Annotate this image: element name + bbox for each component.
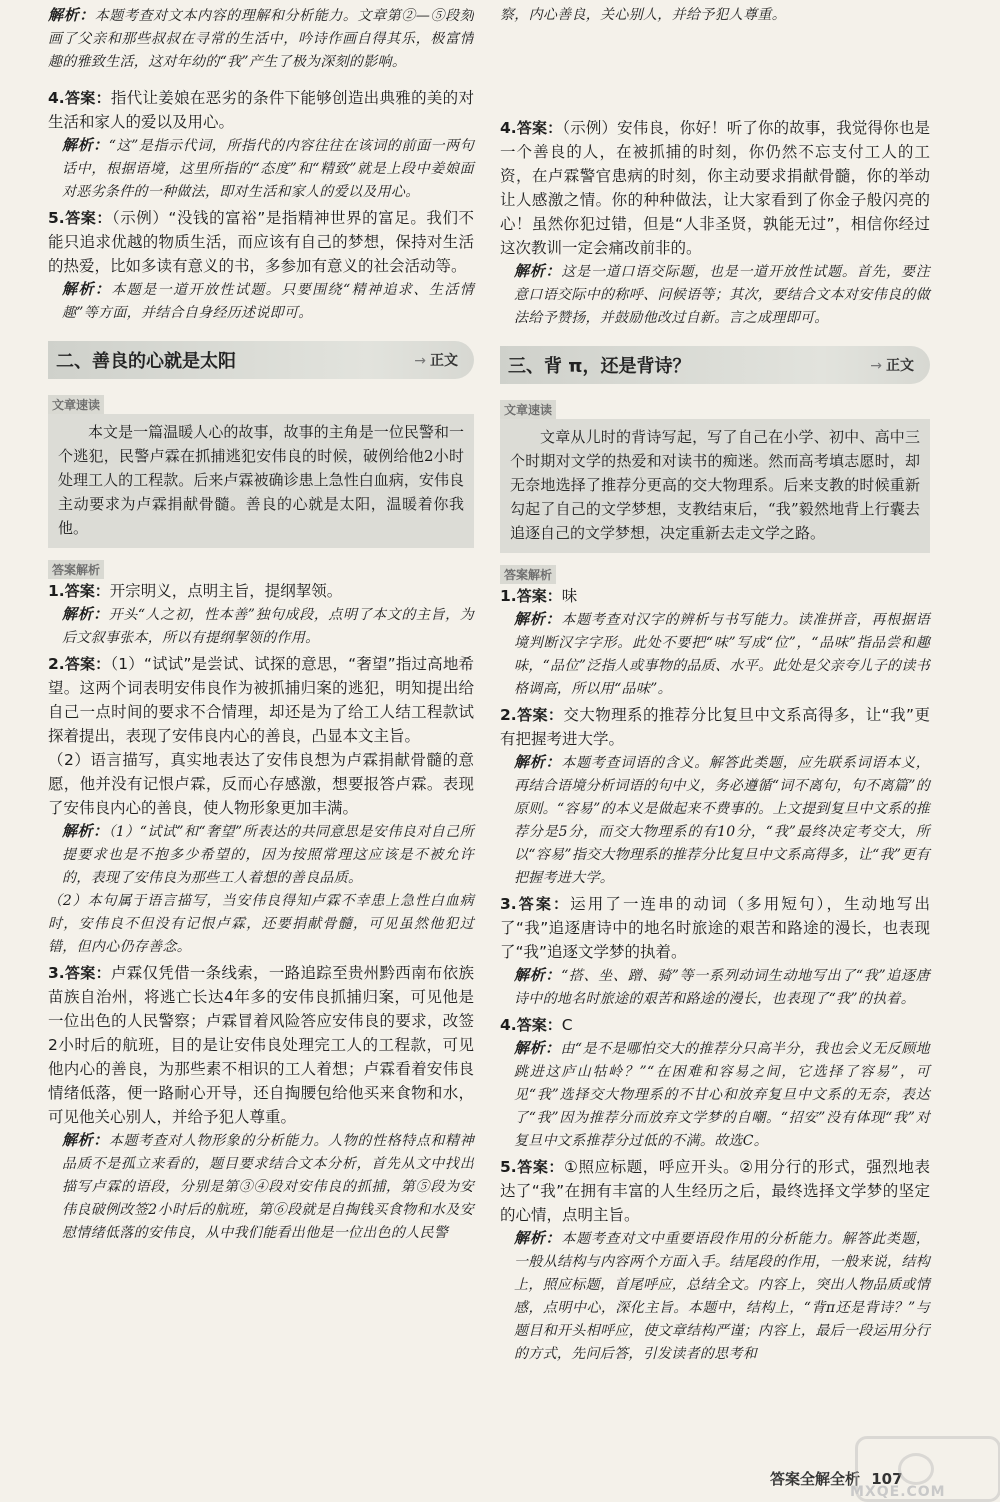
s3-q2-item: 2.答案：交大物理系的推荐分比复旦中文系高得多，让“我”更有把握考进大学。 解析：本题考查词语的含义。解答此类题，应先联系词语本义，再结合语境分析词语的句中义，务必遵循“词不离句，句不离篇”的原则。“容易”的本义是做起来不费事的。上文提到复旦中文系的推荐分是5分，而交大物理系的有10分，“我”最终决定考交大，所以“容易”指交大物理系的推荐分比复旦中文系高得多，让“我”更有把握考进大学。 bbox=[500, 706, 931, 886]
s3-q4-item: 4.答案：C 解析：由“是不是哪怕交大的推荐分只高半分，我也会义无反顾地跳进这庐山牯岭？”“在困难和容易之间，它选择了容易”，可见“我”选择交大物理系的不甘心和放弃复旦中文系的无奈，表达了“我”因为推荐分而放弃文学梦的自嘲。“招安”没有体现“我”对复旦中文系推荐分过低的不满。故选C。 bbox=[500, 1016, 930, 1149]
section-2-title: 二、善良的心就是太阳 bbox=[56, 351, 236, 372]
q4-item: 4.答案：指代让姜娘在恶劣的条件下能够创造出典雅的美的对生活和家人的爱以及用心。 解析：“这”是指示代词，所指代的内容往往在该词的前面一两句话中，根据语境，这里所指的“态度”和“精致”就是上段中姜娘面对恶劣条件的一种做法，即对生活和家人的爱以及用心。 bbox=[48, 89, 474, 200]
left-column bbox=[48, 90, 474, 1247]
section-2-summary: 本文是一篇温暖人心的故事，故事的主角是一位民警和一个逃犯，民警卢霖在抓捕逃犯安伟良的时候，破例给他2小时处理工人的工程款。后来卢霖被确诊患上急性白血病，安伟良主动要求为卢霖捐献骨髓。善良的心就是太阳，温暖着你我他。 bbox=[48, 414, 474, 548]
right-column-top: 察，内心善良，关心别人，并给予犯人尊重。 bbox=[500, 7, 786, 23]
section-3-tag: → 正文 bbox=[870, 355, 914, 375]
s3-q3-item: 3.答案：运用了一连串的动词（多用短句），生动地写出了“我”追逐唐诗中的地名时旅途的艰苦和路途的漫长，也表现了“我”追逐文学梦的执着。 解析：“搭、坐、蹭、骑”等一系列动词生动地写出了“我”追逐唐诗中的地名时旅途的艰苦和路途的漫长，也表现了“我”的执着。 bbox=[500, 895, 930, 1007]
watermark-text: MXQE.COM bbox=[850, 1484, 946, 1500]
left-intro-explanation: 解析：本题考查对文本内容的理解和分析能力。文章第②—⑤段刻画了父亲和那些叔叔在寻常的生活中，吟诗作画自得其乐，极富情趣的雅致生活，这对年幼的“我”产生了极为深刻的影响。 bbox=[48, 6, 474, 70]
section-3-title: 三、背 π，还是背诗？ bbox=[508, 356, 691, 377]
r-q4-item: 4.答案：（示例）安伟良，你好！听了你的故事，我觉得你也是一个善良的人，在被抓捕的时刻，你仍然不忘支付工人的工资，在卢霖警官患病的时刻，你主动要求捐献骨髓，你的举动让人感激之情。你的种种做法，让大家看到了你金子般闪亮的心！虽然你犯过错，但是“人非圣贤，孰能无过”，相信你经过这次教训一定会痛改前非的。 解析：这是一道口语交际题，也是一道开放性试题。首先，要注意口语交际中的称呼、问候语等；其次，要结合文本对安伟良的做法给予赞扬，并鼓励他改过自新。言之成理即可。 bbox=[500, 119, 931, 326]
footer-label: 答案全解全析 bbox=[770, 1470, 861, 1488]
section-3-summary: 文章从儿时的背诗写起，写了自己在小学、初中、高中三个时期对文学的热爱和对读书的痴迷。然而高考填志愿时，却无奈地选择了推荐分更高的交大物理系。后来支教的时候重新勾起了自己的文学梦想，支教结束后，“我”毅然地背上行囊去追逐自己的文学梦想，决定重新去走文学之路。 bbox=[500, 419, 930, 553]
section-3-answers-label: 答案解析 bbox=[500, 565, 556, 584]
section-2-tag: → 正文 bbox=[414, 350, 458, 370]
s2-q1-item: 1.答案：开宗明义，点明主旨，提纲挈领。 解析：开头“人之初，性本善”独句成段，点明了本文的主旨，为后文叙事张本，所以有提纲挈领的作用。 bbox=[48, 582, 474, 646]
q5-item: 5.答案：（示例）“没钱的富裕”是指精神世界的富足。我们不能只追求优越的物质生活，而应该有自己的梦想，保持对生活的热爱，比如多读有意义的书，多参加有意义的社会活动等。 解析：本题是一道开放性试题。只要围绕“精神追求、生活情趣”等方面，并结合自身经历述说即可。 bbox=[48, 209, 475, 321]
s3-q5-item: 5.答案：①照应标题，呼应开头。②用分行的形式，强烈地表达了“我”在拥有丰富的人生经历之后，最终选择文学梦的坚定的心情，点明主旨。 解析：本题考查对文中重要语段作用的分析能力。解答此类题，一般从结构与内容两个方面入手。结尾段的作用，一般来说，结构上，照应标题，首尾呼应，总结全文。内容上，突出人物品质或情感，点明中心，深化主旨。本题中，结构上，“背π还是背诗？”与题目和开头相呼应，使文章结构严谨；内容上，最后一段运用分行的方式，先问后答，引发读者的思考和 bbox=[500, 1158, 931, 1362]
s2-q2-item: 2.答案：（1）“试试”是尝试、试探的意思，“奢望”指过高地希望。这两个词表明安伟良作为被抓捕归案的逃犯，明知提出给自己一点时间的要求不合情理，却还是为了给工人结工程款试探着提出，表现了安伟良内心的善良，凸显本文主旨。 （2）语言描写，真实地表达了安伟良想为卢霖捐献骨髓的意愿，他并没有记恨卢霖，反而心存感激，想要报答卢霖。表现了安伟良内心的善良，使人物形象更加丰满。 解析：（1）“试试”和“奢望”所表达的共同意思是安伟良对自己所提要求也是不抱多少希望的，因为按照常理这应该是不被允许的，表现了安伟良为那些工人着想的善良品质。 （2）本句属于语言描写，当安伟良得知卢霖不幸患上急性白血病时，安伟良不但没有记恨卢霖，还要捐献骨髓，可见虽然他犯过错，但内心仍存善念。 bbox=[48, 655, 474, 955]
section-3-summary-label: 文章速读 bbox=[500, 400, 556, 419]
s2-q3-item: 3.答案：卢霖仅凭借一条线索，一路追踪至贵州黔西南布依族苗族自治州，将逃亡长达4年多的安伟良抓捕归案，可见他是一位出色的人民警察；卢霖冒着风险答应安伟良的要求，改签2小时后的航班，目的是让安伟良处理完工人的工程款，可见他内心的善良，为那些素不相识的工人着想；卢霖看着安伟良情绪低落，便一路耐心开导，还自掏腰包给他买来食物和水，可见他关心别人，并给予犯人尊重。 解析：本题考查对人物形象的分析能力。人物的性格特点和精神品质不是孤立来看的，题目要求结合文本分析，首先从文中找出描写卢霖的语段，分别是第③④段对安伟良的抓捕，第⑤段为安伟良破例改签2小时后的航班，第⑥段就是自掏钱买食物和水及安慰情绪低落的安伟良，从中我们能看出他是一位出色的人民警 bbox=[48, 964, 474, 1241]
section-2-header bbox=[48, 341, 474, 379]
s3-q1-item: 1.答案：味 解析：本题考查对汉字的辨析与书写能力。读准拼音，再根据语境判断汉字字形。此处不要把“味”写成“位”，“品味”指品尝和趣味，“品位”泛指人或事物的品质、水平。此处是父亲夸儿子的读书格调高，所以用“品味”。 bbox=[500, 587, 931, 697]
page-number: 107 bbox=[871, 1470, 903, 1488]
left-column-top bbox=[48, 0, 474, 86]
right-column bbox=[500, 116, 930, 1368]
section-2-summary-label: 文章速读 bbox=[48, 395, 104, 414]
section-3-header bbox=[500, 346, 930, 384]
section-2-answers-label: 答案解析 bbox=[48, 560, 104, 579]
